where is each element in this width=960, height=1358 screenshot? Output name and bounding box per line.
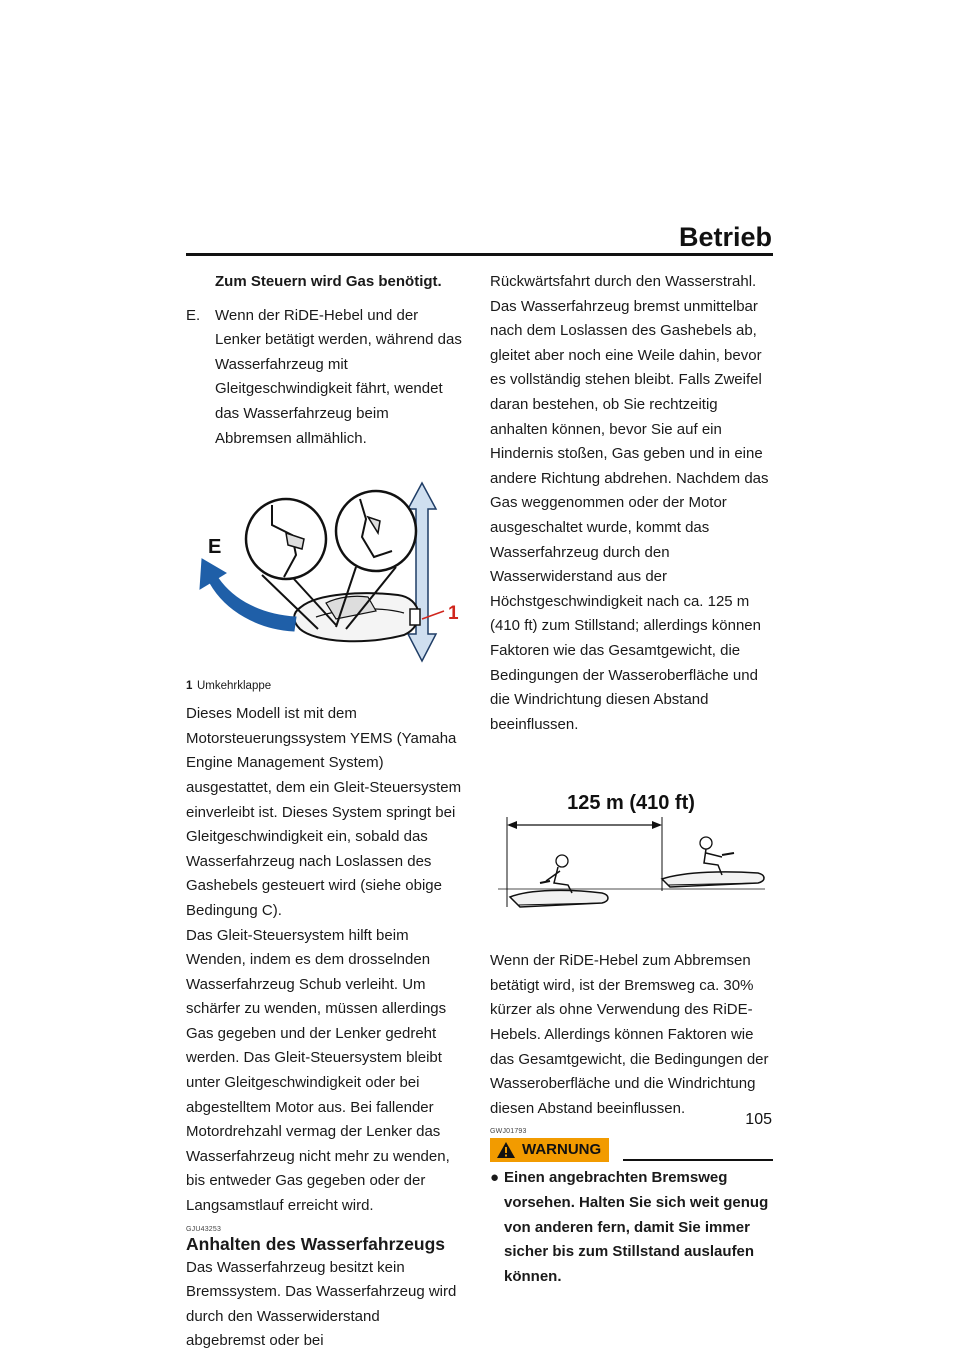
warning-triangle-icon [496,1141,516,1159]
bold-continuation: Zum Steuern wird Gas benötigt. [215,273,442,290]
watercraft-rider-icon [662,837,764,887]
page-number: 105 [745,1111,772,1128]
warning-bullet-text: Einen angebrachten Bremsweg vorsehen. Halten Sie sich weit genug von anderen fern, damit Sie immer sicher bis zum Stillstand auslaufen können. [504,1169,769,1285]
stopping-distance-illustration [490,781,773,949]
header-rule [186,253,773,256]
warning-rule [623,1159,773,1161]
paragraph-glide-control: Das Gleit-Steuersystem hilft beim Wenden, indem es dem drosselnden Wasserfahrzeug Schub verleiht. Um schärfer zu wenden, müssen allerdings Gas gegeben und der Lenker gedreht werden. Das Gleit-Steuersystem bleibt unter Gleitgeschwindigkeit oder bei abgestelltem Motor aus. Bei fallender Motordrehzahl vermag der Lenker das Wasserfahrzeug nicht mehr zu wenden, bis entweder Gas gegeben oder der Langsamstlauf erreicht wird. [186,926,450,1215]
paragraph-stopping-continued: Rückwärtsfahrt durch den Wasserstrahl. Das Wasserfahrzeug bremst unmittelbar nach dem Loslassen des Gashebels ab, gleitet aber noch eine Weile dahin, bevor es vollständig stehen bleibt. Falls Zweifel daran bestehen, ob Sie rechtzeitig anhalten können, bevor Sie auf ein Hindernis stoßen, Gas geben und in eine andere Richtung abdrehen. Nachdem das Gas weggenommen oder der Motor ausgeschaltet wurde, kommt das Wasserfahrzeug durch den Wasserwiderstand aus der Höchstgeschwindigkeit nach ca. 125 m (410 ft) zum Stillstand; allerdings können Faktoren wie das Gesamtgewicht, die Bedingungen der Wasseroberfläche und die Windrichtung diesen Abstand beeinflussen. [490,273,769,733]
caption-number: 1 [186,680,193,693]
paragraph-ride-lever: Wenn der RiDE-Hebel zum Abbremsen betätigt wird, ist der Bremsweg ca. 30% kürzer als ohne Verwendung des RiDE-Hebels. Allerdings können Faktoren wie das Gesamtgewicht, die Bedingungen der Wasseroberfläche und die Windrichtung diesen Abstand beeinflussen. [490,952,769,1117]
caption-text: Umkehrklappe [197,680,272,693]
bullet-icon: ● [490,1169,500,1187]
distance-label: 125 m (410 ft) [567,792,695,815]
watercraft-turn-figure [186,479,462,679]
warning-bullet [490,1166,773,1289]
paragraph-stopping: Das Wasserfahrzeug besitzt kein Bremssystem. Das Wasserfahrzeug wird durch den Wasserwiderstand abgebremst oder bei [186,1258,457,1350]
stopping-distance-figure [490,781,773,949]
watercraft-rider-icon [510,855,608,907]
page-header-title: Betrieb [678,222,772,252]
figure-label-e: E [208,536,222,559]
turning-illustration [186,479,462,679]
section-code: GJU43253 [186,1225,222,1233]
list-item-label: E. [186,306,201,324]
list-item-e [186,304,462,452]
figure-caption [186,679,462,693]
list-item-text: Wenn der RiDE-Hebel und der Lenker betätigt werden, während das Wasserfahrzeug mit Gleitgeschwindigkeit fährt, wendet das Wasserfahrzeug beim Abbremsen allmählich. [215,306,462,447]
direction-arrow-icon [408,483,436,661]
warning-badge [490,1138,609,1162]
warning-label: WARNUNG [522,1141,602,1159]
section-heading: Anhalten des Wasserfahrzeugs [186,1233,446,1254]
left-column [186,270,462,1354]
callout-number: 1 [448,603,459,625]
warning-header [490,1138,773,1162]
right-column [490,270,773,1289]
warning-code: GWJ01793 [490,1128,527,1136]
paragraph-yems: Dieses Modell ist mit dem Motorsteuerungssystem YEMS (Yamaha Engine Management System) ausgestattet, dem ein Gleit-Steuersystem einverleibt ist. Dieses System springt bei Gleitgeschwindigkeit ein, sobald das Wasserfahrzeug nach Loslassen des Gashebels gesteuert wird (siehe obige Bedingung C). [186,705,462,919]
